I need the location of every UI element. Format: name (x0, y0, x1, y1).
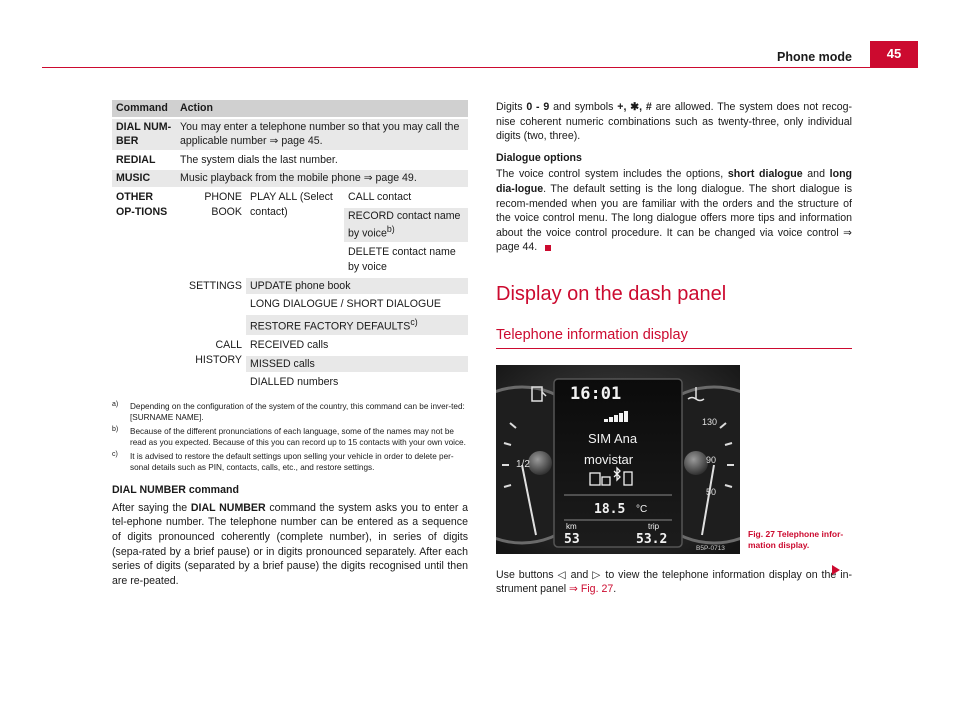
dial-number-paragraph: After saying the DIAL NUMBER command the system asks you to enter a tel-ephone number. The telephone number can be entered as a sequence of digits pronounced coherently (complete number), in series of digits (sepa-rated by a brief pause) or in digits pronounced separately. After each series of digits (separated by a brief pause) the digits recognised until then are re-peated. (112, 501, 468, 587)
footnote: c) It is advised to restore the default settings upon selling your vehicle in order to delete per-sonal details such as PIN, contacts, calls, etc., and restore settings. (112, 451, 454, 473)
svg-text:90: 90 (706, 454, 717, 465)
dial-number-heading: DIAL NUMBER command (112, 484, 239, 497)
table-row: DIAL NUM-BER You may enter a telephone number so that you may call the applicable number ⇒ page 45. (112, 118, 468, 151)
restore-cell: RESTORE FACTORY DEFAULTS$^{c)}$ (246, 314, 468, 336)
table-row: DELETE contact name by voice (112, 243, 468, 276)
svg-text:53.2: 53.2 (636, 531, 668, 547)
header-title: Phone mode (776, 50, 852, 64)
svg-text:53: 53 (564, 531, 580, 547)
svg-text:B5P-0713: B5P-0713 (696, 544, 725, 552)
digits-paragraph: Digits 0 - 9 and symbols +, ✱, # are allowed. The system does not recog-nise coherent numeric combinations such as twenty-three, only individual digits (two, three). (496, 101, 853, 143)
table-row: OTHER OP-TIONS PHONE BOOK PLAY ALL (Select contact) CALL contact (112, 188, 468, 207)
right-knob (684, 451, 708, 475)
svg-text:°C: °C (636, 503, 648, 515)
footnotes (112, 401, 468, 473)
table-row: MISSED calls (112, 355, 468, 374)
table-row: SETTINGS UPDATE phone book (112, 277, 468, 296)
dash-panel-photo (496, 365, 740, 554)
subsection-title: Telephone information display (496, 325, 852, 349)
table-row: LONG DIALOGUE / SHORT DIALOGUE (112, 295, 468, 314)
svg-text:50: 50 (706, 486, 717, 497)
command-table (112, 100, 468, 391)
svg-text:18.5: 18.5 (594, 501, 626, 517)
table-row: DIALLED numbers (112, 373, 468, 391)
right-column (496, 100, 852, 597)
continue-arrow-icon (832, 565, 840, 575)
end-mark (545, 245, 551, 251)
figure-link[interactable]: ⇒ Fig. 27 (569, 583, 614, 596)
table-row: CALL HISTORY RECEIVED calls (112, 336, 468, 355)
svg-text:km: km (566, 521, 577, 531)
col-action: Action (176, 100, 468, 118)
svg-text:SIM Ana: SIM Ana (588, 430, 638, 446)
left-column (112, 100, 468, 588)
record-cell: RECORD contact name by voice$^{b)}$ (344, 207, 468, 244)
dialogue-options-heading: Dialogue options (496, 151, 582, 164)
svg-text:16:01: 16:01 (570, 383, 622, 404)
svg-text:1/2: 1/2 (516, 458, 530, 470)
svg-text:movistar: movistar (584, 451, 634, 467)
svg-text:130: 130 (702, 416, 718, 427)
footnote: a) Depending on the configuration of the system of the country, this command can be inver-ted: [SURNAME NAME]. (112, 400, 465, 422)
figure-caption: Fig. 27 Telephone infor- mation display. (748, 528, 844, 550)
table-row: MUSIC Music playback from the mobile phone ⇒ page 49. (112, 169, 468, 188)
figure (496, 365, 852, 554)
left-knob (528, 451, 552, 475)
svg-text:trip: trip (648, 521, 660, 531)
section-title: Display on the dash panel (496, 283, 727, 306)
dialogue-paragraph: The voice control system includes the options, short dialogue and long dia-logue. The default setting is the long dialogue. The short dialogue is recom-mended when you are familiar with the orders and the structure of the voice control menu. The long dialogue offers more tips and information about the voice control procedure. It can be changed via voice control ⇒ page 44. (496, 168, 853, 254)
header-rule (42, 67, 918, 68)
table-row: REDIAL The system dials the last number. (112, 151, 468, 170)
buttons-paragraph: Use buttons ◁ and ▷ to view the telephone information display on the in-strument panel ⇒ Fig. 27. (496, 568, 852, 596)
footnote: b) Because of the different pronunciations of each language, some of the names may not be read as you expected. Because of this you can record up to 15 contacts with your own voice. (112, 425, 466, 447)
page-number: 45 (870, 41, 918, 67)
col-command: Command (112, 100, 176, 118)
